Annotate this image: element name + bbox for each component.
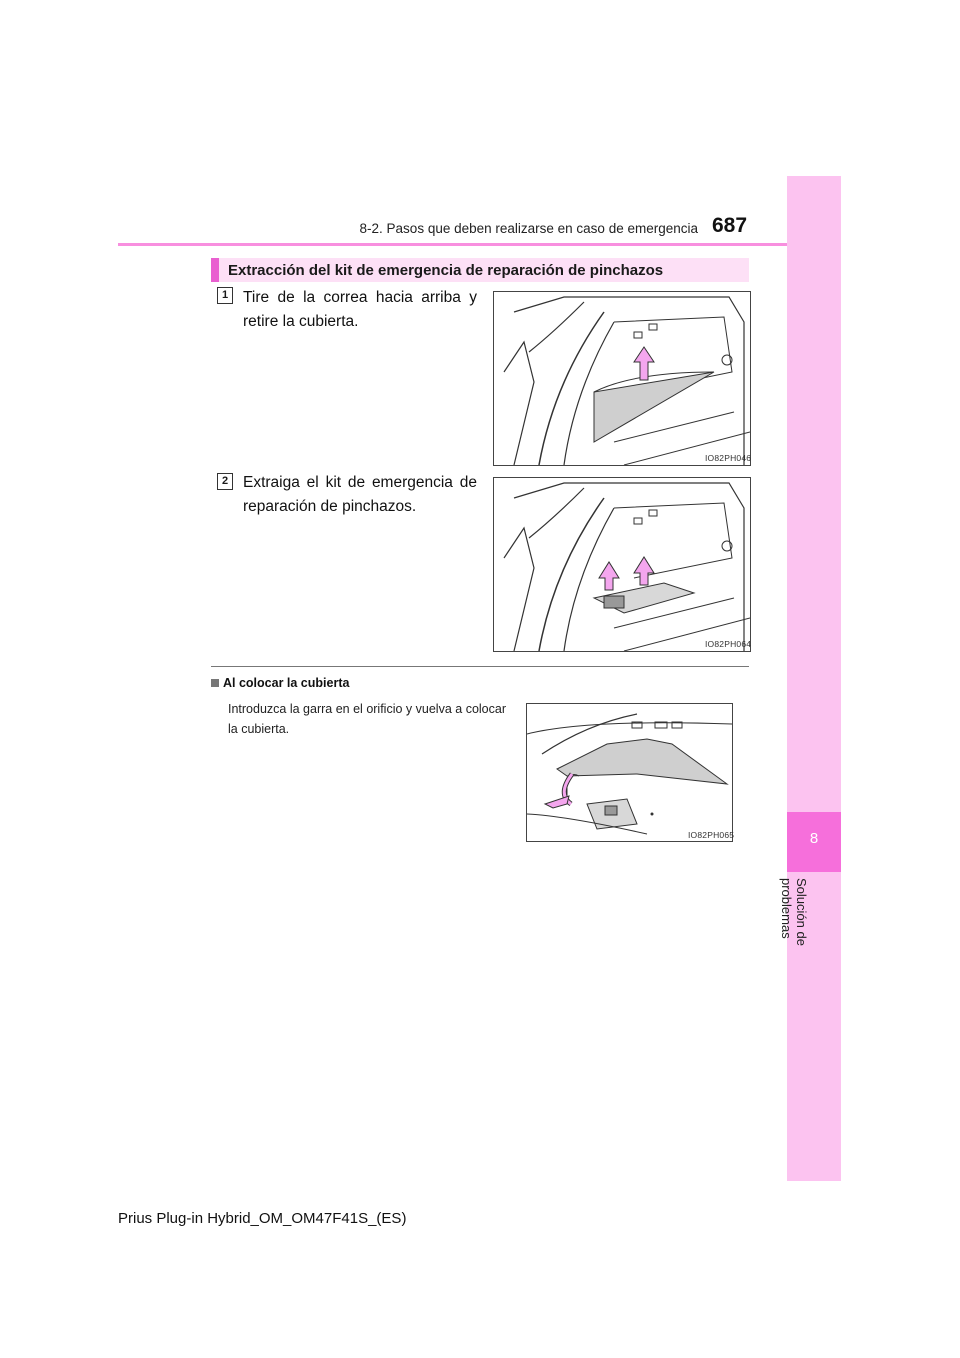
step-2-figure: [493, 477, 751, 652]
step-2-text: Extraiga el kit de emergencia de reparación de pinchazos.: [243, 474, 477, 515]
note-figure: [526, 703, 733, 842]
chapter-side-tab: [787, 176, 841, 1181]
header-section-title: 8-2. Pasos que deben realizarse en caso de emergencia: [359, 221, 698, 236]
trunk-cover-illustration: [494, 292, 750, 465]
square-bullet-icon: [211, 679, 219, 687]
note-heading: [211, 676, 349, 690]
step-1-text: Tire de la correa hacia arriba y retire la cubierta.: [243, 289, 477, 330]
note-figure-code: IO82PH065: [688, 830, 735, 840]
chapter-label: Solución de problemas: [779, 878, 809, 946]
footer-document-id: Prius Plug-in Hybrid_OM_OM47F41S_(ES): [118, 1210, 407, 1227]
header-rule: [118, 243, 787, 246]
note-heading-text: Al colocar la cubierta: [223, 676, 350, 690]
step-2-badge: 2: [217, 473, 233, 490]
step-1-figure-code: IO82PH046: [705, 453, 752, 463]
section-divider: [211, 666, 749, 667]
page-number: 687: [712, 214, 748, 237]
cover-install-illustration: [527, 704, 735, 841]
section-title: Extracción del kit de emergencia de reparación de pinchazos: [228, 262, 664, 279]
section-header-accent: [211, 258, 219, 282]
note-text: Introduzca la garra en el orificio y vuelva a colocar la cubierta.: [228, 702, 506, 736]
step-1-badge: 1: [217, 287, 233, 304]
repair-kit-illustration: [494, 478, 750, 651]
step-2-figure-code: IO82PH064: [705, 639, 752, 649]
step-1-figure: [493, 291, 751, 466]
chapter-number: 8: [809, 830, 819, 847]
